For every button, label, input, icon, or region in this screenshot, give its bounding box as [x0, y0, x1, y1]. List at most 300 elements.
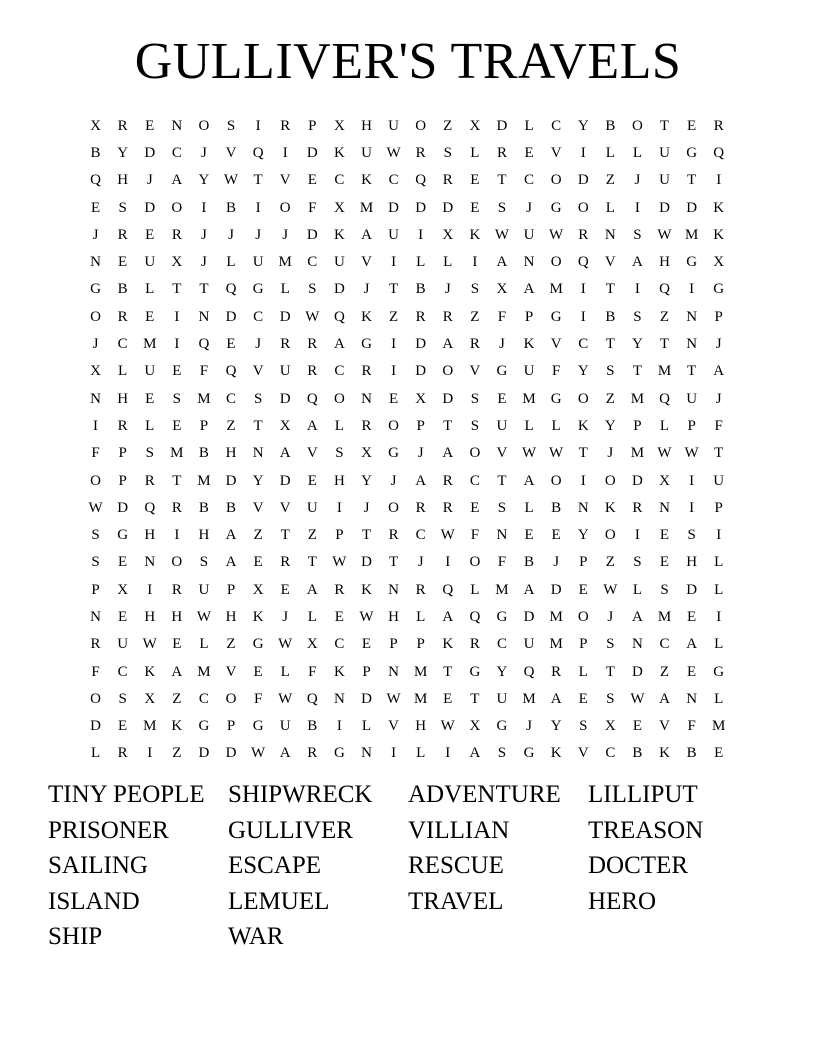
- grid-letter: J: [201, 144, 207, 161]
- grid-letter: Q: [225, 281, 237, 298]
- grid-letter: L: [280, 663, 290, 680]
- grid-letter: Z: [172, 745, 182, 762]
- grid-letter: G: [496, 718, 508, 735]
- grid-letter: C: [117, 336, 128, 353]
- grid-letter: F: [714, 417, 723, 434]
- grid-letter: S: [497, 199, 507, 216]
- grid-letter: E: [118, 254, 128, 271]
- grid-letter: S: [497, 745, 507, 762]
- grid-letter: Z: [172, 690, 182, 707]
- grid-letter: O: [415, 117, 427, 134]
- grid-letter: U: [144, 254, 156, 271]
- grid-letter: J: [417, 445, 424, 462]
- grid-letter: J: [228, 226, 234, 243]
- grid-letter: T: [687, 172, 697, 189]
- grid-letter: E: [307, 472, 317, 489]
- grid-letter: Z: [226, 417, 236, 434]
- grid-letter: L: [361, 718, 372, 735]
- grid-letter: U: [523, 363, 535, 380]
- grid-letter: J: [92, 336, 99, 353]
- grid-letter: H: [415, 718, 427, 735]
- grid-letter: J: [255, 336, 262, 353]
- grid-letter: X: [333, 117, 345, 134]
- grid-letter: P: [524, 308, 534, 325]
- grid-letter: O: [388, 499, 399, 516]
- grid-letter: N: [577, 499, 589, 516]
- grid-letter: D: [388, 199, 399, 216]
- grid-letter: U: [686, 390, 698, 407]
- grid-letter: P: [362, 663, 371, 680]
- grid-letter: R: [117, 417, 128, 434]
- grid-letter: S: [633, 308, 642, 325]
- grid-letter: T: [470, 690, 480, 707]
- grid-letter: O: [550, 254, 562, 271]
- grid-letter: L: [714, 690, 724, 707]
- grid-letter: V: [659, 718, 670, 735]
- grid-letter: L: [416, 254, 426, 271]
- grid-letter: L: [199, 636, 209, 653]
- grid-letter: D: [90, 718, 101, 735]
- word-list-item: RESCUE: [408, 852, 504, 879]
- grid-letter: O: [469, 554, 481, 571]
- grid-letter: E: [659, 527, 670, 544]
- grid-letter: M: [549, 608, 563, 625]
- grid-letter: V: [225, 144, 237, 161]
- grid-letter: Z: [605, 172, 615, 189]
- grid-letter: K: [171, 718, 183, 735]
- grid-letter: J: [715, 390, 722, 407]
- grid-letter: J: [607, 445, 614, 462]
- grid-letter: U: [496, 417, 508, 434]
- grid-letter: B: [226, 499, 237, 516]
- grid-letter: R: [551, 663, 562, 680]
- grid-letter: Z: [226, 636, 236, 653]
- grid-letter: W: [142, 636, 157, 653]
- grid-letter: W: [223, 172, 239, 189]
- grid-letter: I: [391, 745, 397, 762]
- grid-letter: A: [171, 663, 183, 680]
- grid-letter: L: [470, 144, 480, 161]
- grid-letter: S: [443, 144, 452, 161]
- grid-letter: R: [361, 363, 372, 380]
- grid-letter: L: [659, 417, 670, 434]
- grid-letter: T: [172, 472, 182, 489]
- grid-letter: Q: [306, 690, 318, 707]
- grid-letter: E: [551, 527, 561, 544]
- grid-letter: E: [145, 117, 155, 134]
- grid-letter: S: [118, 199, 127, 216]
- grid-letter: R: [171, 499, 182, 516]
- grid-letter: F: [91, 663, 100, 680]
- grid-row: [82, 194, 734, 221]
- grid-letter: F: [551, 363, 561, 380]
- grid-letter: Q: [225, 363, 237, 380]
- grid-row: [82, 248, 734, 275]
- grid-letter: D: [686, 581, 698, 598]
- grid-letter: W: [305, 308, 320, 325]
- grid-letter: M: [522, 690, 536, 707]
- grid-letter: O: [550, 172, 562, 189]
- grid-letter: J: [201, 254, 207, 271]
- grid-letter: W: [549, 226, 564, 243]
- grid-letter: T: [605, 281, 615, 298]
- grid-letter: L: [605, 144, 615, 161]
- grid-letter: G: [469, 663, 481, 680]
- grid-row: [82, 549, 734, 576]
- grid-letter: O: [550, 472, 562, 489]
- grid-letter: L: [578, 663, 588, 680]
- grid-letter: A: [713, 363, 725, 380]
- word-list-item: WAR: [228, 923, 284, 950]
- word-list-item: VILLIAN: [408, 816, 510, 844]
- grid-letter: D: [632, 663, 643, 680]
- grid-row: [82, 385, 734, 412]
- word-list-item: DOCTER: [588, 852, 688, 879]
- grid-letter: X: [415, 390, 427, 407]
- grid-letter: A: [496, 254, 508, 271]
- grid-letter: C: [171, 144, 182, 161]
- grid-letter: W: [359, 608, 374, 625]
- grid-letter: R: [307, 336, 318, 353]
- grid-letter: W: [684, 445, 699, 462]
- grid-letter: M: [522, 390, 536, 407]
- grid-letter: R: [469, 336, 480, 353]
- grid-row: [82, 740, 734, 767]
- grid-letter: Y: [496, 663, 508, 680]
- grid-letter: K: [361, 581, 372, 598]
- grid-letter: D: [333, 281, 345, 298]
- grid-letter: G: [713, 663, 725, 680]
- grid-letter: Q: [252, 144, 264, 161]
- grid-letter: S: [606, 363, 615, 380]
- grid-letter: N: [632, 636, 643, 653]
- grid-letter: S: [226, 117, 236, 134]
- grid-letter: I: [580, 281, 586, 298]
- grid-letter: Y: [632, 336, 643, 353]
- grid-letter: T: [280, 527, 290, 544]
- grid-letter: M: [197, 472, 211, 489]
- grid-letter: T: [578, 445, 588, 462]
- grid-letter: Q: [523, 663, 535, 680]
- grid-letter: D: [632, 472, 643, 489]
- grid-letter: E: [172, 363, 182, 380]
- grid-letter: K: [523, 336, 535, 353]
- grid-letter: V: [279, 172, 291, 189]
- grid-letter: I: [174, 308, 180, 325]
- grid-letter: Q: [442, 581, 454, 598]
- grid-letter: M: [657, 363, 672, 380]
- grid-letter: V: [550, 144, 562, 161]
- grid-letter: N: [144, 554, 156, 571]
- grid-letter: A: [686, 636, 698, 653]
- grid-letter: W: [332, 554, 347, 571]
- grid-letter: I: [147, 581, 153, 598]
- grid-letter: E: [253, 554, 263, 571]
- grid-row: [82, 412, 734, 439]
- grid-letter: Z: [659, 663, 670, 680]
- word-list: [48, 777, 768, 955]
- grid-row: [82, 494, 734, 521]
- grid-letter: U: [388, 226, 399, 243]
- grid-letter: M: [359, 199, 374, 216]
- grid-letter: C: [388, 172, 399, 189]
- grid-row: [82, 658, 734, 685]
- grid-letter: H: [225, 445, 237, 462]
- grid-letter: Q: [90, 172, 101, 189]
- grid-letter: N: [333, 690, 345, 707]
- grid-letter: M: [712, 718, 726, 735]
- grid-letter: R: [415, 581, 426, 598]
- grid-letter: G: [713, 281, 725, 298]
- grid-letter: N: [388, 581, 399, 598]
- grid-letter: M: [630, 390, 645, 407]
- grid-letter: C: [551, 117, 562, 134]
- grid-letter: F: [497, 308, 507, 325]
- grid-letter: E: [443, 690, 453, 707]
- grid-letter: Y: [252, 472, 264, 489]
- grid-letter: C: [496, 636, 507, 653]
- grid-letter: N: [252, 445, 264, 462]
- grid-letter: J: [634, 172, 641, 189]
- grid-letter: M: [197, 390, 211, 407]
- grid-letter: H: [659, 254, 670, 271]
- grid-letter: M: [549, 281, 563, 298]
- grid-letter: D: [225, 745, 237, 762]
- grid-letter: O: [604, 472, 616, 489]
- grid-letter: Q: [713, 144, 725, 161]
- grid-letter: T: [307, 554, 317, 571]
- grid-letter: D: [361, 690, 372, 707]
- grid-letter: R: [415, 308, 426, 325]
- grid-letter: R: [117, 745, 128, 762]
- grid-letter: G: [686, 254, 698, 271]
- grid-letter: C: [117, 663, 128, 680]
- grid-letter: L: [416, 745, 426, 762]
- grid-letter: I: [580, 144, 586, 161]
- grid-letter: U: [659, 172, 670, 189]
- grid-letter: I: [716, 608, 722, 625]
- grid-letter: J: [607, 608, 614, 625]
- grid-letter: V: [252, 499, 264, 516]
- grid-letter: A: [225, 527, 237, 544]
- grid-letter: P: [714, 499, 723, 516]
- grid-letter: L: [443, 254, 453, 271]
- grid-letter: G: [550, 199, 562, 216]
- grid-row: [82, 303, 734, 330]
- grid-letter: H: [117, 172, 129, 189]
- grid-letter: Y: [577, 117, 589, 134]
- grid-letter: W: [278, 690, 293, 707]
- grid-letter: J: [553, 554, 560, 571]
- grid-letter: K: [333, 663, 345, 680]
- grid-letter: G: [686, 144, 698, 161]
- grid-letter: Y: [117, 144, 129, 161]
- grid-letter: Z: [253, 527, 263, 544]
- grid-letter: O: [469, 445, 481, 462]
- grid-letter: V: [361, 254, 372, 271]
- grid-letter: V: [306, 445, 318, 462]
- word-list-item: PRISONER: [48, 816, 169, 844]
- grid-letter: J: [146, 172, 153, 189]
- grid-row: [82, 167, 734, 194]
- grid-letter: Z: [470, 308, 480, 325]
- grid-letter: E: [714, 745, 724, 762]
- grid-row: [82, 603, 734, 630]
- grid-letter: E: [524, 527, 534, 544]
- grid-letter: I: [689, 499, 695, 516]
- grid-letter: V: [577, 745, 589, 762]
- grid-letter: G: [333, 745, 345, 762]
- grid-letter: Z: [659, 308, 670, 325]
- grid-letter: X: [117, 581, 129, 598]
- grid-letter: O: [90, 690, 101, 707]
- grid-letter: A: [550, 690, 562, 707]
- grid-letter: P: [579, 554, 588, 571]
- grid-letter: R: [388, 527, 399, 544]
- grid-row: [82, 576, 734, 603]
- grid-letter: V: [496, 445, 508, 462]
- grid-letter: N: [361, 745, 372, 762]
- grid-letter: I: [336, 718, 342, 735]
- grid-letter: W: [440, 527, 455, 544]
- grid-letter: A: [632, 254, 643, 271]
- grid-letter: I: [391, 336, 397, 353]
- grid-letter: K: [252, 608, 264, 625]
- grid-letter: L: [118, 363, 128, 380]
- grid-letter: R: [90, 636, 101, 653]
- grid-letter: W: [386, 144, 401, 161]
- grid-letter: G: [198, 718, 210, 735]
- grid-letter: R: [280, 554, 291, 571]
- grid-letter: X: [171, 254, 183, 271]
- grid-row: [82, 713, 734, 740]
- grid-letter: F: [687, 718, 696, 735]
- grid-letter: E: [388, 390, 399, 407]
- grid-letter: E: [687, 117, 697, 134]
- grid-letter: I: [418, 226, 424, 243]
- grid-letter: P: [118, 445, 127, 462]
- grid-letter: O: [632, 117, 643, 134]
- grid-letter: N: [686, 336, 698, 353]
- grid-letter: E: [253, 663, 263, 680]
- grid-letter: I: [472, 254, 478, 271]
- grid-letter: M: [549, 636, 563, 653]
- grid-letter: V: [279, 499, 291, 516]
- grid-letter: U: [117, 636, 129, 653]
- grid-letter: W: [521, 445, 537, 462]
- grid-letter: S: [633, 554, 642, 571]
- word-list-item: ISLAND: [48, 887, 140, 915]
- grid-letter: U: [252, 254, 264, 271]
- grid-letter: I: [255, 199, 261, 216]
- grid-letter: S: [172, 390, 181, 407]
- grid-letter: Q: [198, 336, 210, 353]
- grid-letter: E: [687, 663, 697, 680]
- grid-letter: E: [145, 390, 155, 407]
- grid-letter: E: [226, 336, 236, 353]
- grid-letter: I: [174, 527, 180, 544]
- grid-letter: X: [659, 472, 670, 489]
- grid-letter: E: [470, 499, 480, 516]
- grid-letter: F: [497, 554, 507, 571]
- grid-letter: A: [523, 281, 535, 298]
- grid-letter: W: [494, 226, 510, 243]
- grid-letter: F: [91, 445, 100, 462]
- grid-letter: E: [280, 581, 290, 598]
- grid-letter: V: [388, 718, 399, 735]
- grid-letter: T: [388, 281, 399, 298]
- word-list-item: HERO: [588, 887, 657, 915]
- grid-letter: W: [196, 608, 211, 625]
- grid-letter: D: [577, 172, 589, 189]
- grid-letter: K: [361, 172, 372, 189]
- grid-letter: L: [226, 254, 236, 271]
- grid-letter: U: [198, 581, 210, 598]
- grid-letter: P: [199, 417, 209, 434]
- grid-letter: S: [91, 554, 100, 571]
- grid-letter: E: [145, 226, 155, 243]
- grid-letter: I: [174, 336, 180, 353]
- grid-row: [82, 112, 734, 139]
- grid-letter: A: [306, 581, 318, 598]
- grid-letter: E: [118, 608, 128, 625]
- grid-letter: W: [251, 745, 266, 762]
- grid-letter: A: [632, 608, 643, 625]
- grid-letter: T: [605, 336, 615, 353]
- grid-letter: X: [361, 445, 372, 462]
- grid-letter: T: [605, 663, 615, 680]
- grid-row: [82, 467, 734, 494]
- grid-letter: L: [90, 745, 101, 762]
- grid-letter: I: [282, 144, 288, 161]
- grid-letter: P: [633, 417, 642, 434]
- grid-letter: F: [308, 199, 317, 216]
- grid-letter: D: [415, 199, 427, 216]
- grid-letter: O: [577, 390, 589, 407]
- word-list-item: LEMUEL: [228, 887, 330, 915]
- grid-row: [82, 631, 734, 658]
- grid-letter: L: [714, 581, 724, 598]
- grid-letter: H: [144, 608, 156, 625]
- grid-letter: A: [306, 417, 318, 434]
- grid-letter: B: [198, 445, 209, 462]
- grid-letter: H: [198, 527, 210, 544]
- grid-letter: E: [632, 718, 642, 735]
- grid-letter: J: [255, 226, 262, 243]
- grid-letter: V: [225, 663, 237, 680]
- grid-letter: W: [386, 690, 401, 707]
- grid-letter: E: [470, 199, 480, 216]
- grid-letter: O: [442, 363, 454, 380]
- grid-letter: M: [684, 226, 699, 243]
- grid-row: [82, 139, 734, 166]
- grid-letter: R: [280, 117, 291, 134]
- puzzle-title: GULLIVER'S TRAVELS: [134, 33, 682, 90]
- grid-letter: H: [388, 608, 399, 625]
- grid-letter: M: [143, 718, 157, 735]
- grid-letter: Q: [469, 608, 481, 625]
- grid-letter: G: [90, 281, 101, 298]
- grid-letter: J: [201, 226, 207, 243]
- grid-letter: C: [605, 745, 616, 762]
- grid-letter: S: [199, 554, 209, 571]
- grid-letter: R: [171, 581, 182, 598]
- grid-letter: X: [469, 718, 481, 735]
- grid-letter: X: [604, 718, 616, 735]
- grid-letter: J: [715, 336, 722, 353]
- grid-letter: S: [606, 636, 615, 653]
- grid-letter: R: [307, 745, 318, 762]
